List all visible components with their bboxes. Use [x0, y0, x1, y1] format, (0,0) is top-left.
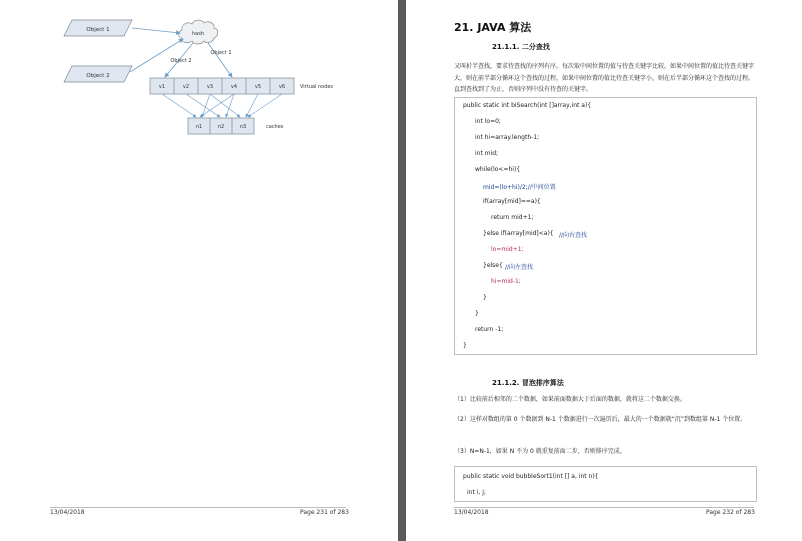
section-heading-binary-search: 21.1.1. 二分查找 — [492, 43, 550, 51]
code-line: if(array[mid]==a){ — [483, 198, 541, 205]
virtual-node-v5: v5 — [254, 84, 262, 90]
virtual-node-v2: v2 — [182, 84, 190, 90]
hash-label: hash — [191, 31, 205, 37]
bubble-sort-step-3: （3）N=N-1，如果 N 不为 0 就重复前面二步，否则排序完成。 — [454, 448, 626, 455]
footer-rule — [454, 507, 754, 508]
cache-n3: n3 — [239, 124, 247, 130]
code-line: return -1; — [475, 326, 504, 333]
virtual-node-v6: v6 — [278, 84, 286, 90]
footer-page-number: Page 231 of 283 — [300, 509, 349, 516]
caches-label: caches — [266, 124, 284, 130]
code-line: public static int biSearch(int []array,int a){ — [463, 102, 592, 109]
code-line: }else if(array[mid]<a){ — [483, 230, 554, 237]
object-1-label: Object 1 — [86, 27, 110, 33]
code-line: public static void bubbleSort1(int [] a, int n){ — [463, 473, 599, 480]
binary-search-description: 又叫折半查找，要求待查找的序列有序。每次取中间位置的值与待查关键字比较，如果中间位置的值比待查关键字大，则在前半部分循环这个查找的过程，如果中间位置的值比待查关键字小，则在后半部分循环这个查找的过程。直到查找到了为止，否则序列中没有待查的关键字。 — [454, 63, 755, 93]
virtual-node-v4: v4 — [230, 84, 238, 90]
object-2-label: Object 2 — [86, 73, 110, 79]
code-block-bubble-sort — [454, 466, 757, 502]
code-line: } — [463, 342, 467, 349]
code-line: while(lo<=hi){ — [475, 166, 521, 173]
object-1-shape — [64, 20, 132, 36]
left-page — [0, 0, 398, 541]
code-line: int hi=array.length-1; — [475, 134, 540, 141]
object-2-shape — [64, 66, 132, 82]
code-line: }else{ — [483, 262, 503, 269]
edge-label-object-1: Object 1 — [210, 50, 232, 56]
code-line: } — [483, 294, 487, 301]
code-comment: //向右查找 — [559, 232, 588, 239]
code-line: return mid+1; — [491, 214, 534, 221]
edge-label-object-2: Object 2 — [170, 58, 192, 64]
code-line: int mid; — [475, 150, 499, 157]
chapter-title: 21. JAVA 算法 — [454, 21, 532, 34]
cache-n1: n1 — [195, 124, 203, 130]
code-line: mid=(lo+hi)/2;//中间位置 — [483, 184, 556, 191]
virtual-nodes-row — [150, 78, 294, 94]
right-page — [406, 0, 802, 541]
bubble-sort-step-2: （2）这样对数组的第 0 个数据到 N-1 个数据进行一次遍历后，最大的一个数据就“沉”到数组第 N-1 个位置。 — [454, 416, 747, 423]
footer-rule — [50, 507, 346, 508]
caches-row — [188, 118, 254, 134]
cache-n2: n2 — [217, 124, 225, 130]
virtual-node-v1: v1 — [158, 84, 166, 90]
code-line: hi=mid-1; — [491, 278, 521, 285]
footer-date: 13/04/2018 — [454, 509, 489, 516]
code-line: } — [475, 310, 479, 317]
section-heading-bubble-sort: 21.1.2. 冒泡排序算法 — [492, 379, 564, 387]
code-comment: //向左查找 — [505, 264, 534, 271]
footer-date: 13/04/2018 — [50, 509, 85, 516]
hash-cloud-icon — [179, 20, 218, 44]
virtual-node-v3: v3 — [206, 84, 214, 90]
page-divider — [398, 0, 406, 541]
code-line: int i, j; — [467, 489, 486, 496]
code-block-binary-search — [454, 97, 757, 355]
consistent-hashing-diagram — [50, 8, 350, 148]
bubble-sort-step-1: （1）比较前后相邻的二个数据，如果前面数据大于后面的数据，就将这二个数据交换。 — [454, 396, 686, 403]
virtual-nodes-label: Virtual nodes — [300, 84, 334, 90]
code-line: lo=mid+1; — [491, 246, 524, 253]
footer-page-number: Page 232 of 283 — [706, 509, 755, 516]
code-line: int lo=0; — [475, 118, 501, 125]
